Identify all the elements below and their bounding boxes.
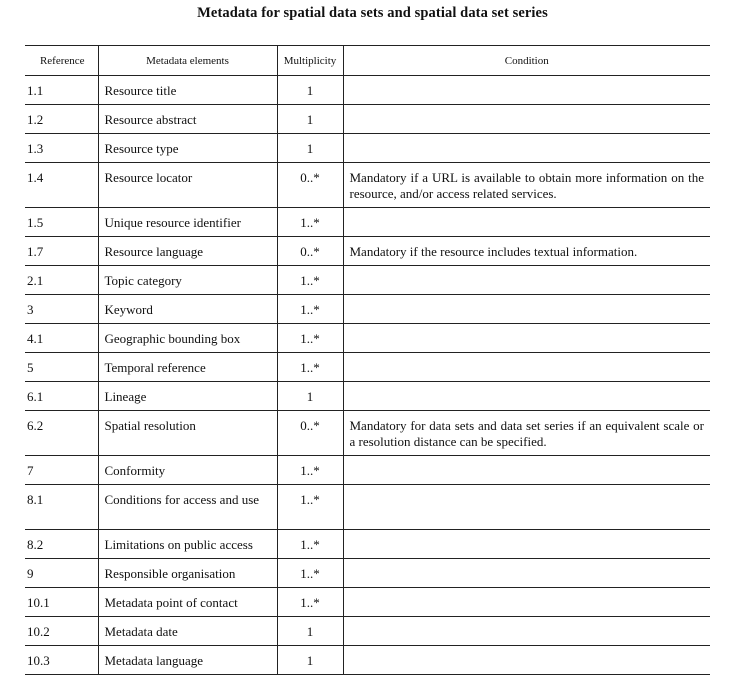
- reference-cell: 1.4: [25, 163, 98, 208]
- element-cell: Resource locator: [98, 163, 277, 208]
- condition-cell: [343, 530, 710, 559]
- multiplicity-cell: 1..*: [277, 559, 343, 588]
- table-row: [25, 105, 710, 134]
- reference-cell: 10.3: [25, 646, 98, 675]
- condition-cell: [343, 208, 710, 237]
- table-row: [25, 324, 710, 353]
- header-condition: Condition: [343, 46, 710, 76]
- table-row: [25, 134, 710, 163]
- table-row: [25, 456, 710, 485]
- reference-cell: 10.1: [25, 588, 98, 617]
- multiplicity-cell: 1: [277, 134, 343, 163]
- element-cell: Metadata language: [98, 646, 277, 675]
- table-row: [25, 530, 710, 559]
- condition-cell: [343, 353, 710, 382]
- element-cell: Unique resource identifier: [98, 208, 277, 237]
- condition-cell: [343, 617, 710, 646]
- table-row: [25, 382, 710, 411]
- table-row: [25, 208, 710, 237]
- condition-cell: [343, 324, 710, 353]
- condition-cell: [343, 559, 710, 588]
- element-cell: Conformity: [98, 456, 277, 485]
- table-row: [25, 617, 710, 646]
- reference-cell: 5: [25, 353, 98, 382]
- table-row: [25, 411, 710, 456]
- header-multiplicity: Multiplicity: [277, 46, 343, 76]
- reference-cell: 3: [25, 295, 98, 324]
- header-reference: Reference: [25, 46, 98, 76]
- table-row: [25, 559, 710, 588]
- multiplicity-cell: 1: [277, 382, 343, 411]
- reference-cell: 6.1: [25, 382, 98, 411]
- element-cell: Conditions for access and use: [98, 485, 277, 530]
- multiplicity-cell: 1..*: [277, 588, 343, 617]
- metadata-table: [25, 45, 710, 675]
- table-row: [25, 237, 710, 266]
- multiplicity-cell: 1: [277, 617, 343, 646]
- reference-cell: 8.2: [25, 530, 98, 559]
- table-title: Metadata for spatial data sets and spatial data set series: [197, 5, 548, 21]
- reference-cell: 2.1: [25, 266, 98, 295]
- table-row: [25, 646, 710, 675]
- condition-cell: [343, 588, 710, 617]
- condition-cell: Mandatory if a URL is available to obtain more information on the resource, and/or access related services.: [343, 163, 710, 208]
- multiplicity-cell: 1..*: [277, 456, 343, 485]
- condition-cell: [343, 76, 710, 105]
- header-metadata-elements: Metadata elements: [98, 46, 277, 76]
- condition-cell: [343, 295, 710, 324]
- condition-cell: Mandatory for data sets and data set series if an equivalent scale or a resolution distance can be specified.: [343, 411, 710, 456]
- reference-cell: 4.1: [25, 324, 98, 353]
- element-cell: Geographic bounding box: [98, 324, 277, 353]
- multiplicity-cell: 1..*: [277, 266, 343, 295]
- multiplicity-cell: 1: [277, 105, 343, 134]
- element-cell: Lineage: [98, 382, 277, 411]
- table-row: [25, 266, 710, 295]
- reference-cell: 1.5: [25, 208, 98, 237]
- element-cell: Metadata point of contact: [98, 588, 277, 617]
- element-cell: Spatial resolution: [98, 411, 277, 456]
- condition-cell: Mandatory if the resource includes textual information.: [343, 237, 710, 266]
- element-cell: Limitations on public access: [98, 530, 277, 559]
- condition-cell: [343, 646, 710, 675]
- table-row: [25, 353, 710, 382]
- element-cell: Resource language: [98, 237, 277, 266]
- table-row: [25, 588, 710, 617]
- multiplicity-cell: 1..*: [277, 530, 343, 559]
- table-row: [25, 76, 710, 105]
- reference-cell: 8.1: [25, 485, 98, 530]
- reference-cell: 1.1: [25, 76, 98, 105]
- element-cell: Topic category: [98, 266, 277, 295]
- element-cell: Resource type: [98, 134, 277, 163]
- element-cell: Resource abstract: [98, 105, 277, 134]
- reference-cell: 10.2: [25, 617, 98, 646]
- element-cell: Temporal reference: [98, 353, 277, 382]
- condition-cell: [343, 382, 710, 411]
- condition-cell: [343, 456, 710, 485]
- multiplicity-cell: 0..*: [277, 411, 343, 456]
- table-row: [25, 295, 710, 324]
- table-row: [25, 163, 710, 208]
- reference-cell: 9: [25, 559, 98, 588]
- reference-cell: 1.2: [25, 105, 98, 134]
- condition-cell: [343, 105, 710, 134]
- element-cell: Responsible organisation: [98, 559, 277, 588]
- multiplicity-cell: 1..*: [277, 208, 343, 237]
- multiplicity-cell: 1: [277, 646, 343, 675]
- table-row: [25, 485, 710, 530]
- multiplicity-cell: 1..*: [277, 295, 343, 324]
- multiplicity-cell: 1: [277, 76, 343, 105]
- multiplicity-cell: 0..*: [277, 163, 343, 208]
- header-row: [25, 46, 710, 76]
- element-cell: Resource title: [98, 76, 277, 105]
- multiplicity-cell: 1..*: [277, 353, 343, 382]
- condition-cell: [343, 134, 710, 163]
- multiplicity-cell: 1..*: [277, 324, 343, 353]
- multiplicity-cell: 1..*: [277, 485, 343, 530]
- reference-cell: 1.7: [25, 237, 98, 266]
- reference-cell: 7: [25, 456, 98, 485]
- condition-cell: [343, 266, 710, 295]
- reference-cell: 6.2: [25, 411, 98, 456]
- multiplicity-cell: 0..*: [277, 237, 343, 266]
- reference-cell: 1.3: [25, 134, 98, 163]
- element-cell: Keyword: [98, 295, 277, 324]
- condition-cell: [343, 485, 710, 530]
- element-cell: Metadata date: [98, 617, 277, 646]
